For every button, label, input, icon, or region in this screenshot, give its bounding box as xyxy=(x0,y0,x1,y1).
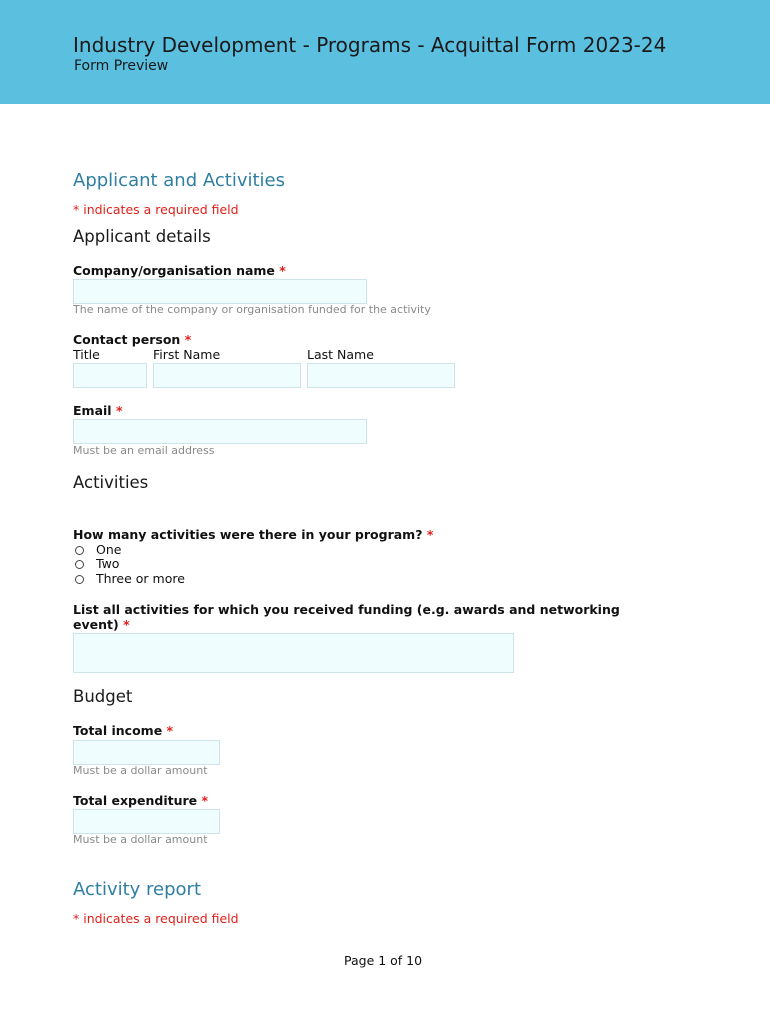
required-field-note: * indicates a required field xyxy=(73,202,239,217)
contact-label-text: Contact person xyxy=(73,332,181,347)
contact-person-label xyxy=(73,332,191,347)
company-hint: The name of the company or organisation funded for the activity xyxy=(73,303,431,316)
total-income-hint: Must be a dollar amount xyxy=(73,764,208,777)
title-sublabel: Title xyxy=(73,347,100,362)
total-income-label xyxy=(73,723,173,738)
activity-count-label-text: How many activities were there in your program? xyxy=(73,527,423,542)
email-input[interactable] xyxy=(73,419,367,444)
total-expenditure-label xyxy=(73,793,208,808)
section-title-activity-report: Activity report xyxy=(73,879,202,900)
first-name-sublabel: First Name xyxy=(153,347,221,362)
required-field-note-2: * indicates a required field xyxy=(73,911,239,926)
total-expenditure-hint: Must be a dollar amount xyxy=(73,833,208,846)
email-hint: Must be an email address xyxy=(73,444,215,457)
required-star: * xyxy=(426,527,434,542)
total-income-label-text: Total income xyxy=(73,723,163,738)
total-income-input[interactable] xyxy=(73,740,220,765)
radio-one[interactable] xyxy=(75,546,84,555)
form-title: Industry Development - Programs - Acquittal Form 2023-24 xyxy=(73,33,667,57)
required-star: * xyxy=(166,723,174,738)
total-expenditure-label-text: Total expenditure xyxy=(73,793,198,808)
activities-list-label-text: event) xyxy=(73,617,119,632)
email-label-text: Email xyxy=(73,403,112,418)
first-name-input[interactable] xyxy=(153,363,301,388)
radio-label-one: One xyxy=(96,542,122,557)
form-subtitle: Form Preview xyxy=(74,58,169,74)
activities-list-textarea[interactable] xyxy=(73,633,514,673)
required-star: * xyxy=(279,263,286,278)
activities-list-label-line1: List all activities for which you received funding (e.g. awards and networking xyxy=(73,602,620,617)
activities-list-label-line2 xyxy=(73,617,130,632)
applicant-details-heading: Applicant details xyxy=(73,227,211,246)
radio-three-or-more[interactable] xyxy=(75,575,84,584)
company-label xyxy=(73,263,286,278)
company-name-input[interactable] xyxy=(73,279,367,304)
form-header xyxy=(0,0,770,104)
budget-heading: Budget xyxy=(73,687,133,706)
last-name-input[interactable] xyxy=(307,363,455,388)
page-indicator: Page 1 of 10 xyxy=(344,953,423,968)
title-input[interactable] xyxy=(73,363,147,388)
section-title-applicant: Applicant and Activities xyxy=(73,170,285,191)
required-star: * xyxy=(184,332,192,347)
activities-heading: Activities xyxy=(73,473,149,492)
email-label xyxy=(73,403,122,418)
total-expenditure-input[interactable] xyxy=(73,809,220,834)
radio-two[interactable] xyxy=(75,560,84,569)
radio-label-three-or-more: Three or more xyxy=(96,571,185,586)
required-star: * xyxy=(201,793,209,808)
required-star: * xyxy=(123,617,130,632)
activity-count-label xyxy=(73,527,433,542)
required-star: * xyxy=(115,403,123,418)
last-name-sublabel: Last Name xyxy=(307,347,374,362)
radio-label-two: Two xyxy=(96,556,120,571)
company-label-text: Company/organisation name xyxy=(73,263,275,278)
